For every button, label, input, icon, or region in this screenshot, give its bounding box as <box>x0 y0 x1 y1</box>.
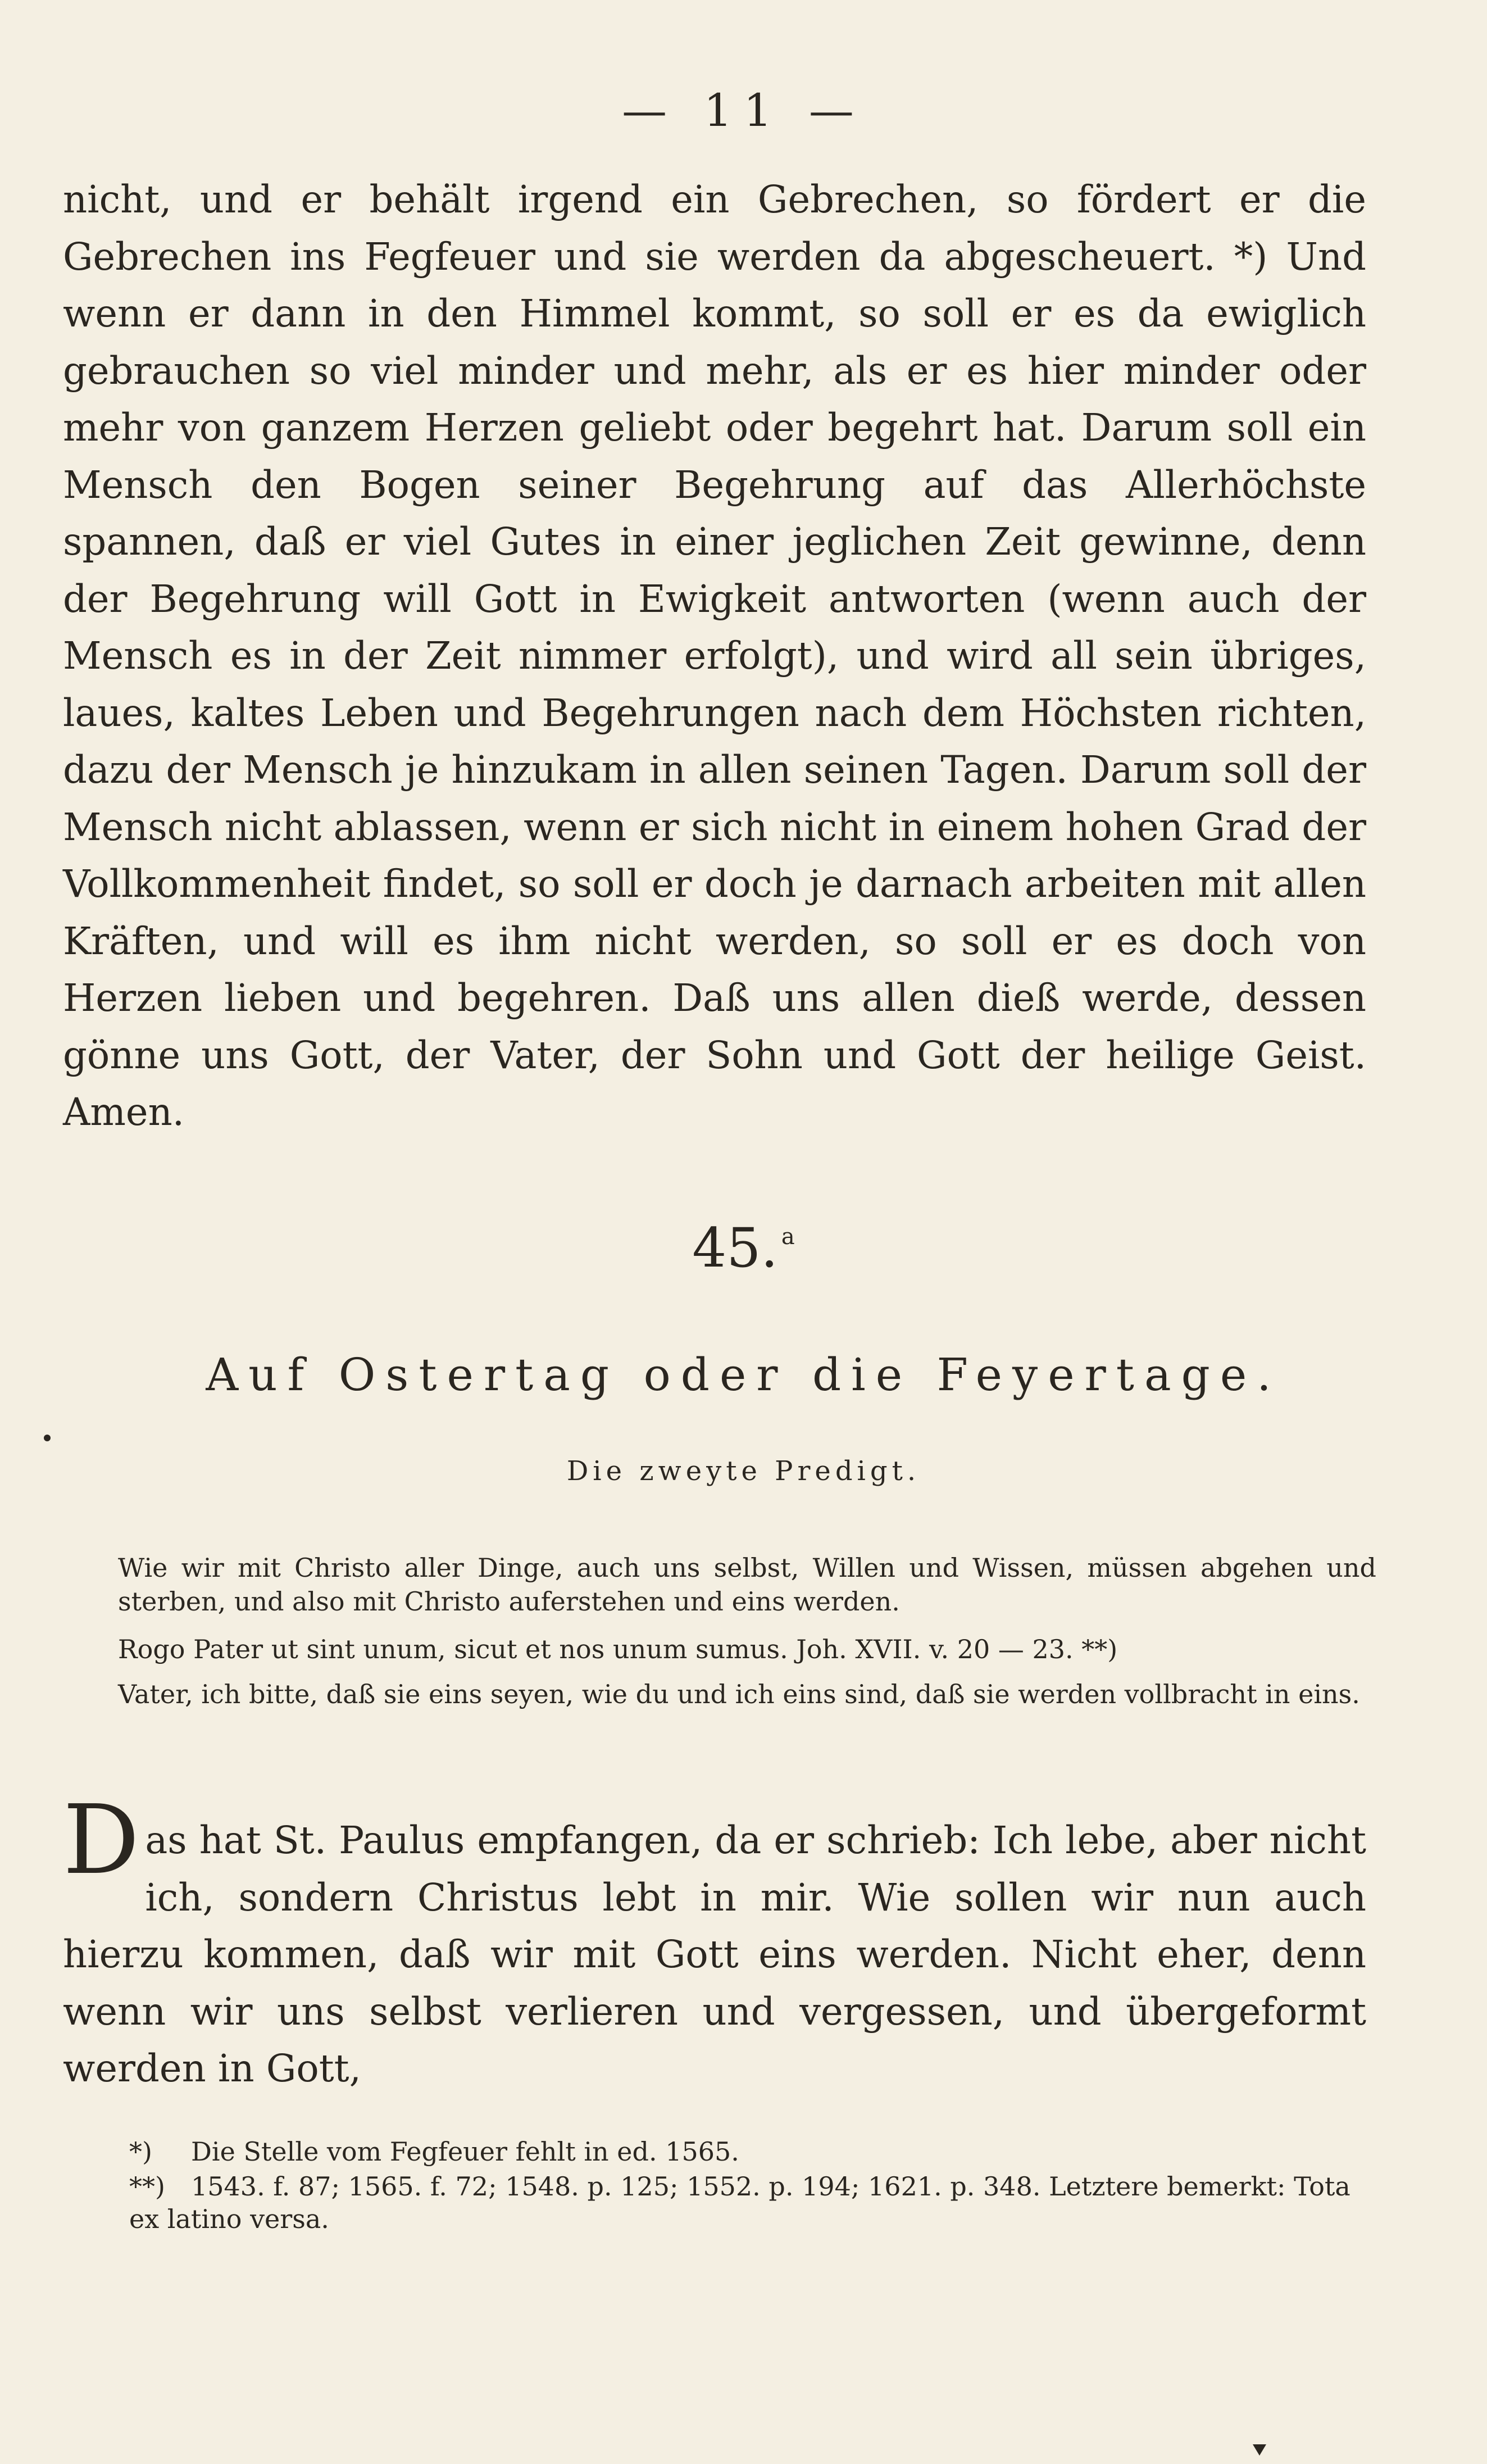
page-number: — 11 — <box>622 84 865 137</box>
footnote-1-text: Die Stelle vom Fegfeuer fehlt in ed. 1565. <box>191 2136 739 2167</box>
sermon-opening-paragraph <box>63 1785 1366 2098</box>
sermon-opening-text: as hat St. Paulus empfangen, da er schrieb: Ich lebe, aber nicht ich, sondern Christus lebt in mir. Wie sollen wir nun auch hierzu kommen, daß wir mit Gott eins werden. Nicht eher, denn wenn wir uns selbst verlieren und vergessen, und übergeformt werden in Gott, <box>63 1818 1366 2090</box>
footnote-1 <box>129 2135 1376 2168</box>
motto-latin: Rogo Pater ut sint unum, sicut et nos unum sumus. Joh. XVII. v. 20 — 23. **) <box>118 1634 1118 1664</box>
printer-mark <box>1253 2444 1266 2456</box>
motto-translation: Vater, ich bitte, daß sie eins seyen, wie du und ich eins sind, daß sie werden vollbracht in eins. <box>118 1679 1360 1709</box>
sermon-number <box>0 1217 1487 1279</box>
sermon-subtitle: Die zweyte Predigt. <box>566 1455 921 1487</box>
footnote-1-mark: *) <box>129 2136 152 2167</box>
sermon-title: Auf Ostertag oder die Feyertage. <box>206 1349 1281 1401</box>
sermon-number-mark: a <box>781 1224 795 1250</box>
paragraph-continued: nicht, und er behält irgend ein Gebrechen, so fördert er die Gebrechen ins Fegfeuer und sie werden da abgescheuert. *) Und wenn er dann in den Himmel kommt, so soll er es da ewiglich gebrauchen so viel minder und mehr, als er es hier minder oder mehr von ganzem Herzen geliebt oder begehrt hat. Darum soll ein Mensch den Bogen seiner Begehrung auf das Allerhöchste spannen, daß er viel Gutes in einer jeglichen Zeit gewinne, denn der Begehrung will Gott in Ewigkeit antworten (wenn auch der Mensch es in der Zeit nimmer erfolgt), und wird all sein übriges, laues, kaltes Leben und Begehrungen nach dem Höchsten richten, dazu der Mensch je hinzukam in allen seinen Tagen. Darum soll der Mensch nicht ablassen, wenn er sich nicht in einem hohen Grad der Vollkommenheit findet, so soll er doch je darnach arbeiten mit allen Kräften, und will es ihm nicht werden, so soll er es doch von Herzen lieben und begehren. Daß uns allen dieß werde, dessen gönne uns Gott, der Vater, der Sohn und Gott der heilige Geist. Amen. <box>63 178 1366 1134</box>
footnote-2 <box>129 2170 1376 2235</box>
footnote-2-text: 1543. f. 87; 1565. f. 72; 1548. p. 125; 1552. p. 194; 1621. p. 348. Letztere bemerkt: Tota ex latino versa. <box>129 2171 1350 2234</box>
drop-cap: D <box>63 1785 140 1896</box>
sermon-number-value: 45. <box>692 1217 778 1279</box>
margin-dot <box>44 1435 51 1441</box>
footnote-2-mark: **) <box>129 2171 165 2202</box>
motto-german: Wie wir mit Christo aller Dinge, auch uns selbst, Willen und Wissen, müssen abgehen und sterben, und also mit Christo auferstehen und eins werden. <box>118 1553 1376 1617</box>
